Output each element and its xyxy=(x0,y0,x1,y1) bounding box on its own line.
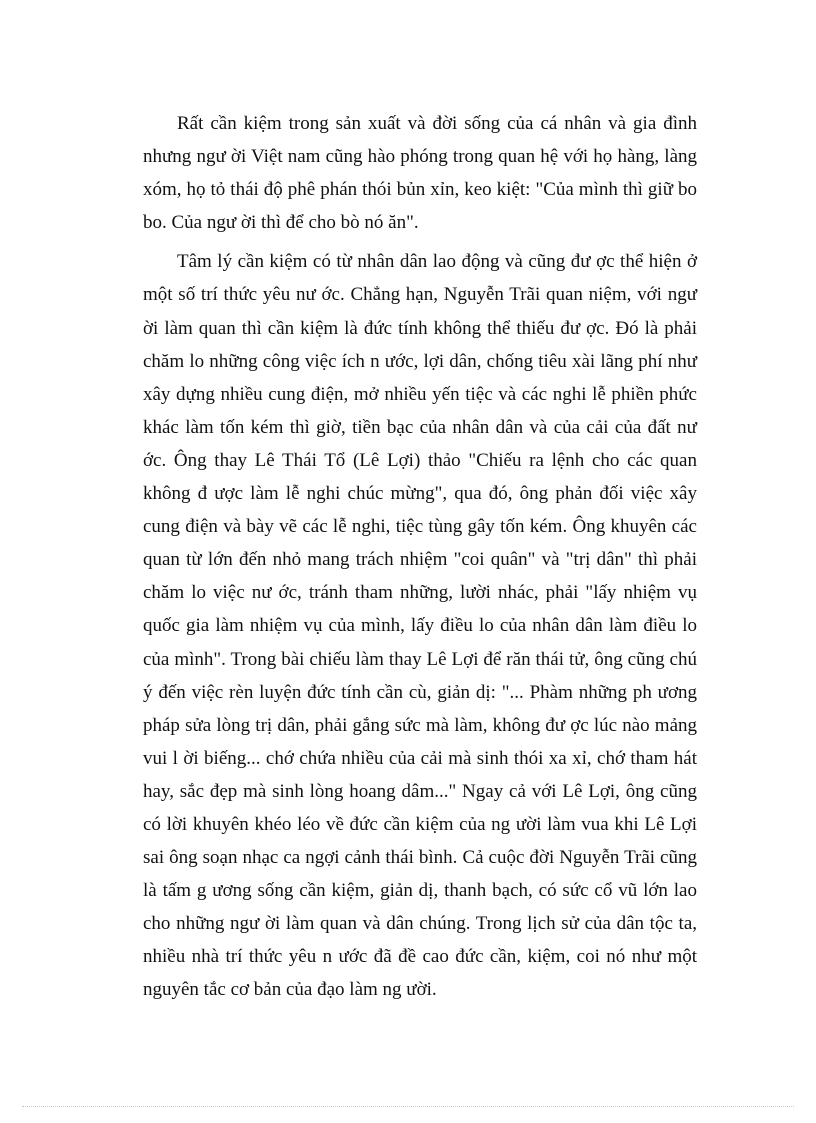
page-bottom-divider xyxy=(22,1106,794,1107)
paragraph-1: Rất cần kiệm trong sản xuất và đời sống của cá nhân và gia đình nhưng ngư ời Việt nam cũng hào phóng trong quan hệ với họ hàng, làng xóm, họ tỏ thái độ phê phán thói bủn xỉn, keo kiệt: "Của mình thì giữ bo bo. Của ngư ời thì để cho bò nó ăn". xyxy=(143,113,697,234)
document-body xyxy=(143,107,697,1007)
paragraph-2: Tâm lý cần kiệm có từ nhân dân lao động và cũng đư ợc thể hiện ở một số trí thức yêu nư ớc. Chẳng hạn, Nguyễn Trãi quan niệm, với ngư ời làm quan thì cần kiệm là đức tính không thể thiếu đư ợc. Đó là phải chăm lo những công việc ích n ước, lợi dân, chống tiêu xài lãng phí như xây dựng nhiều cung điện, mở nhiều yến tiệc và các nghi lễ phiền phức khác làm tốn kém thì giờ, tiền bạc của nhân dân và của cải của đất nư ớc. Ông thay Lê Thái Tổ (Lê Lợi) thảo "Chiếu ra lệnh cho các quan không đ ược làm lễ nghi chúc mừng", qua đó, ông phản đối việc xây cung điện và bày vẽ các lễ nghi, tiệc tùng gây tốn kém. Ông khuyên các quan từ lớn đến nhỏ mang trách nhiệm "coi quân" và "trị dân" thì phải chăm lo việc nư ớc, tránh tham những, lười nhác, phải "lấy nhiệm vụ quốc gia làm nhiệm vụ của mình, lấy điều lo của nhân dân làm điều lo của mình". Trong bài chiếu làm thay Lê Lợi để răn thái tử, ông cũng chú ý đến việc rèn luyện đức tính cần cù, giản dị: "... Phàm những ph ương pháp sửa lòng trị dân, phải gắng sức mà làm, không đư ợc lúc nào mảng vui l ời biếng... chớ chứa nhiều của cải mà sinh thói xa xỉ, chớ tham hát hay, sắc đẹp mà sinh lòng hoang dâm..." Ngay cả với Lê Lợi, ông cũng có lời khuyên khéo léo về đức cần kiệm của ng ười làm vua khi Lê Lợi sai ông soạn nhạc ca ngợi cảnh thái bình. Cả cuộc đời Nguyễn Trãi cũng là tấm g ương sống cần kiệm, giản dị, thanh bạch, có sức cổ vũ lớn lao cho những ngư ời làm quan và dân chúng. Trong lịch sử của dân tộc ta, nhiều nhà trí thức yêu n ước đã đề cao đức cần, kiệm, coi nó như một nguyên tắc cơ bản của đạo làm ng ười. xyxy=(143,251,697,1001)
